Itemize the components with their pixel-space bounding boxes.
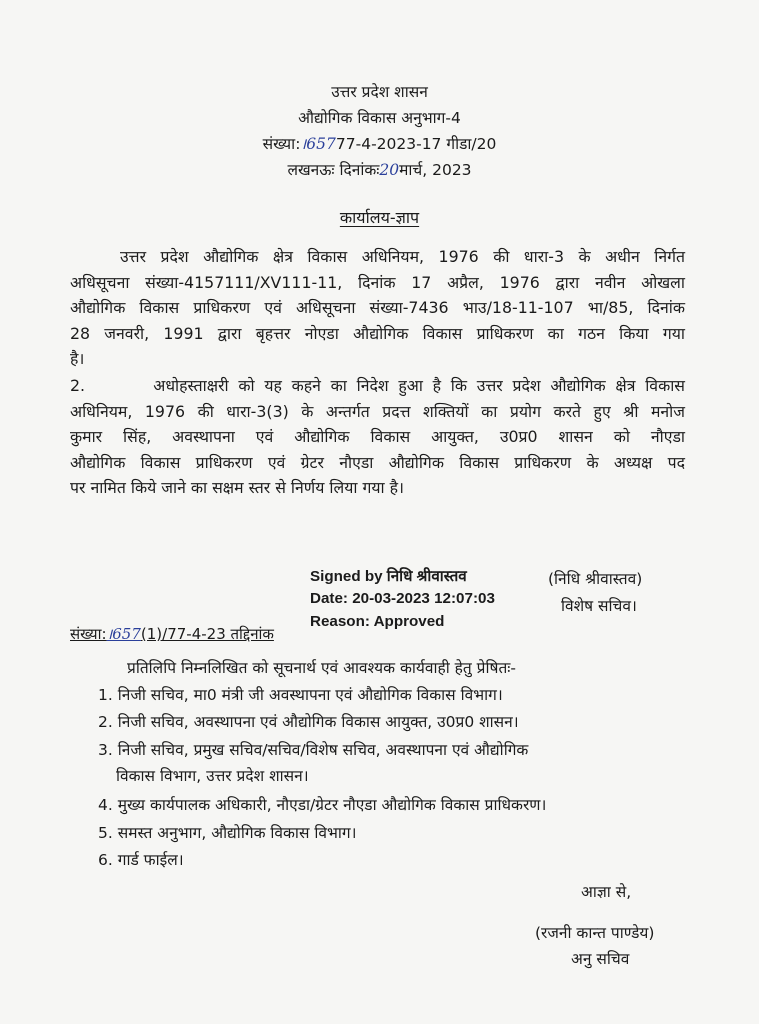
reference-number xyxy=(0,132,759,154)
digital-signature-signed-by: Signed by निधि श्रीवास्तव xyxy=(310,568,467,585)
govt-name: उत्तर प्रदेश शासन xyxy=(331,83,428,101)
paragraph-2-line: औद्योगिक विकास प्राधिकरण एवं ग्रेटर नौएडा औद्योगिक विकास प्राधिकरण के अध्यक्ष पद xyxy=(70,452,685,472)
copy-list-item: 1. निजी सचिव, मा0 मंत्री जी अवस्थापना एवं औद्योगिक विकास विभाग। xyxy=(98,686,503,704)
paragraph-1-line: 28 जनवरी, 1991 द्वारा बृहत्तर नोएडा औद्योगिक विकास प्राधिकरण का गठन किया गया xyxy=(70,323,685,343)
copy-list-item: 6. गार्ड फाईल। xyxy=(98,851,184,869)
paragraph-2-line: पर नामित किये जाने का सक्षम स्तर से निर्णय लिया गया है। xyxy=(70,478,405,497)
copy-list-item: 2. निजी सचिव, अवस्थापना एवं औद्योगिक विकास आयुक्त, उ0प्र0 शासन। xyxy=(98,713,519,731)
copy-intro: प्रतिलिपि निम्नलिखित को सूचनार्थ एवं आवश्यक कार्यवाही हेतु प्रेषितः- xyxy=(127,659,517,677)
copy-ref-prefix: संख्या: xyxy=(70,625,107,643)
handwritten-date: 20 xyxy=(379,161,400,179)
handwritten-reference: ।657 xyxy=(300,135,336,153)
paragraph-1 xyxy=(70,244,685,372)
by-order: आज्ञा से, xyxy=(581,883,632,901)
copy-list-item: 5. समस्त अनुभाग, औद्योगिक विकास विभाग। xyxy=(98,824,357,842)
paragraph-1-line: अधिसूचना संख्या-4157111/XV111-11, दिनांक 17 अप्रैल, 1976 द्वारा नवीन ओखला xyxy=(70,272,685,292)
date-prefix: लखनऊः दिनांकः xyxy=(287,161,380,179)
under-secretary-designation: अनु सचिव xyxy=(571,950,630,968)
digital-signature-date: Date: 20-03-2023 12:07:03 xyxy=(310,590,495,607)
memo-title: कार्यालय-ज्ञाप xyxy=(339,208,420,227)
copy-list-item: 4. मुख्य कार्यपालक अधिकारी, नौएडा/ग्रेटर नौएडा औद्योगिक विकास प्राधिकरण। xyxy=(98,796,547,814)
paragraph-2 xyxy=(70,373,685,501)
handwritten-copy-reference: ।657 xyxy=(106,625,141,643)
signatory-name: (निधि श्रीवास्तव) xyxy=(548,570,643,588)
under-secretary-name: (रजनी कान्त पाण्डेय) xyxy=(535,924,655,942)
paragraph-2-line: 2. अधोहस्ताक्षरी को यह कहने का निदेश हुआ है कि उत्तर प्रदेश औद्योगिक क्षेत्र विकास xyxy=(70,376,685,395)
reference-prefix: संख्या: xyxy=(262,135,301,153)
paragraph-1-line: औद्योगिक विकास प्राधिकरण एवं अधिसूचना संख्या-7436 भाउ/18-11-107 भा/85, दिनांक xyxy=(70,298,685,317)
paragraph-1-line: है। xyxy=(70,349,85,368)
date-suffix: मार्च, 2023 xyxy=(399,161,472,179)
reference-suffix: 77-4-2023-17 गीडा/20 xyxy=(335,135,497,153)
digital-signature-reason: Reason: Approved xyxy=(310,613,445,630)
copy-list-item: 3. निजी सचिव, प्रमुख सचिव/सचिव/विशेष सचिव, अवस्थापना एवं औद्योगिक xyxy=(98,741,529,759)
paragraph-2-line: अधिनियम, 1976 की धारा-3(3) के अन्तर्गत प्रदत्त शक्तियों का प्रयोग करते हुए श्री मनोज xyxy=(70,401,685,421)
copy-ref-suffix: (1)/77-4-23 तद्दिनांक xyxy=(140,625,274,643)
paragraph-1-line: उत्तर प्रदेश औद्योगिक क्षेत्र विकास अधिनियम, 1976 की धारा-3 के अधीन निर्गत xyxy=(120,247,685,266)
issue-date xyxy=(0,158,759,180)
paragraph-2-line: कुमार सिंह, अवस्थापना एवं औद्योगिक विकास आयुक्त, उ0प्र0 शासन को नौएडा xyxy=(70,427,685,446)
signatory-designation: विशेष सचिव। xyxy=(561,597,637,615)
copy-list-item-continuation: विकास विभाग, उत्तर प्रदेश शासन। xyxy=(116,767,309,785)
department-name: औद्योगिक विकास अनुभाग-4 xyxy=(298,109,461,127)
copy-reference-number xyxy=(70,624,274,644)
